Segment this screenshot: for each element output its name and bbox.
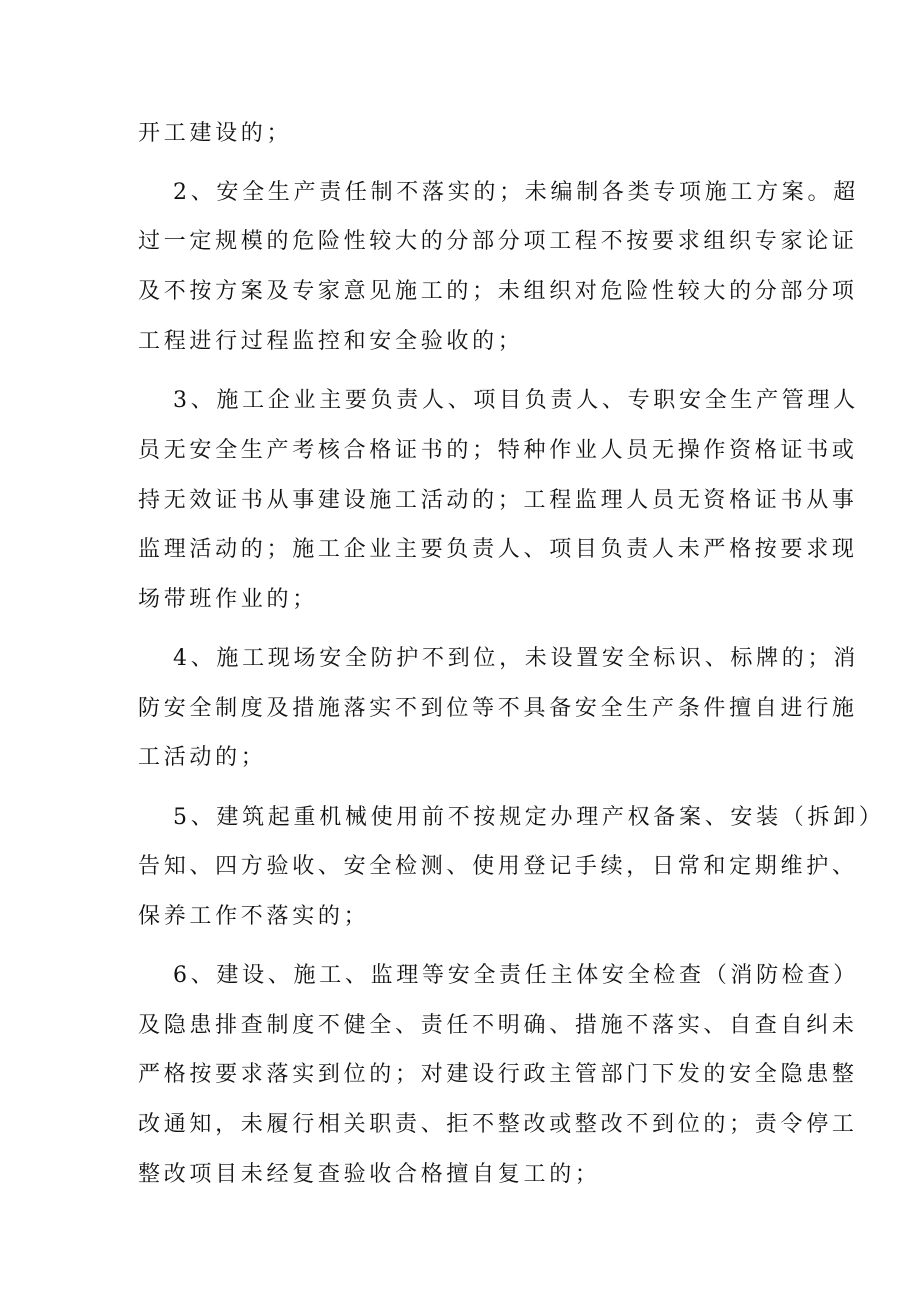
paragraph-line: 场带班作业的； <box>138 587 318 612</box>
paragraph-line: 员无安全生产考核合格证书的；特种作业人员无操作资格证书或 <box>138 438 858 463</box>
paragraph-line: 工活动的； <box>138 745 267 770</box>
paragraph-line: 监理活动的；施工企业主要负责人、项目负责人未严格按要求现 <box>138 537 858 562</box>
paragraph-line: 工程进行过程监控和安全验收的； <box>138 329 524 354</box>
paragraph-line: 4、施工现场安全防护不到位，未设置安全标识、标牌的；消 <box>173 646 859 671</box>
paragraph-line: 过一定规模的危险性较大的分部分项工程不按要求组织专家论证 <box>138 229 858 254</box>
paragraph-line: 开工建设的； <box>138 121 293 146</box>
paragraph-line: 6、建设、施工、监理等安全责任主体安全检查（消防检查） <box>173 963 859 988</box>
paragraph-line: 严格按要求落实到位的；对建设行政主管部门下发的安全隐患整 <box>138 1062 858 1087</box>
paragraph-line: 3、施工企业主要负责人、项目负责人、专职安全生产管理人 <box>173 388 859 413</box>
paragraph-line: 保养工作不落实的； <box>138 904 370 929</box>
paragraph-line: 告知、四方验收、安全检测、使用登记手续，日常和定期维护、 <box>138 854 858 879</box>
paragraph-line: 2、安全生产责任制不落实的；未编制各类专项施工方案。超 <box>173 180 859 205</box>
paragraph-line: 持无效证书从事建设施工活动的；工程监理人员无资格证书从事 <box>138 488 858 513</box>
paragraph-line: 整改项目未经复查验收合格擅自复工的； <box>138 1162 601 1187</box>
paragraph-line: 改通知，未履行相关职责、拒不整改或整改不到位的；责令停工 <box>138 1112 858 1137</box>
paragraph-line: 及不按方案及专家意见施工的；未组织对危险性较大的分部分项 <box>138 279 858 304</box>
paragraph-line: 5、建筑起重机械使用前不按规定办理产权备案、安装（拆卸） <box>173 805 885 830</box>
paragraph-line: 及隐患排查制度不健全、责任不明确、措施不落实、自查自纠未 <box>138 1013 858 1038</box>
paragraph-line: 防安全制度及措施落实不到位等不具备安全生产条件擅自进行施 <box>138 696 858 721</box>
